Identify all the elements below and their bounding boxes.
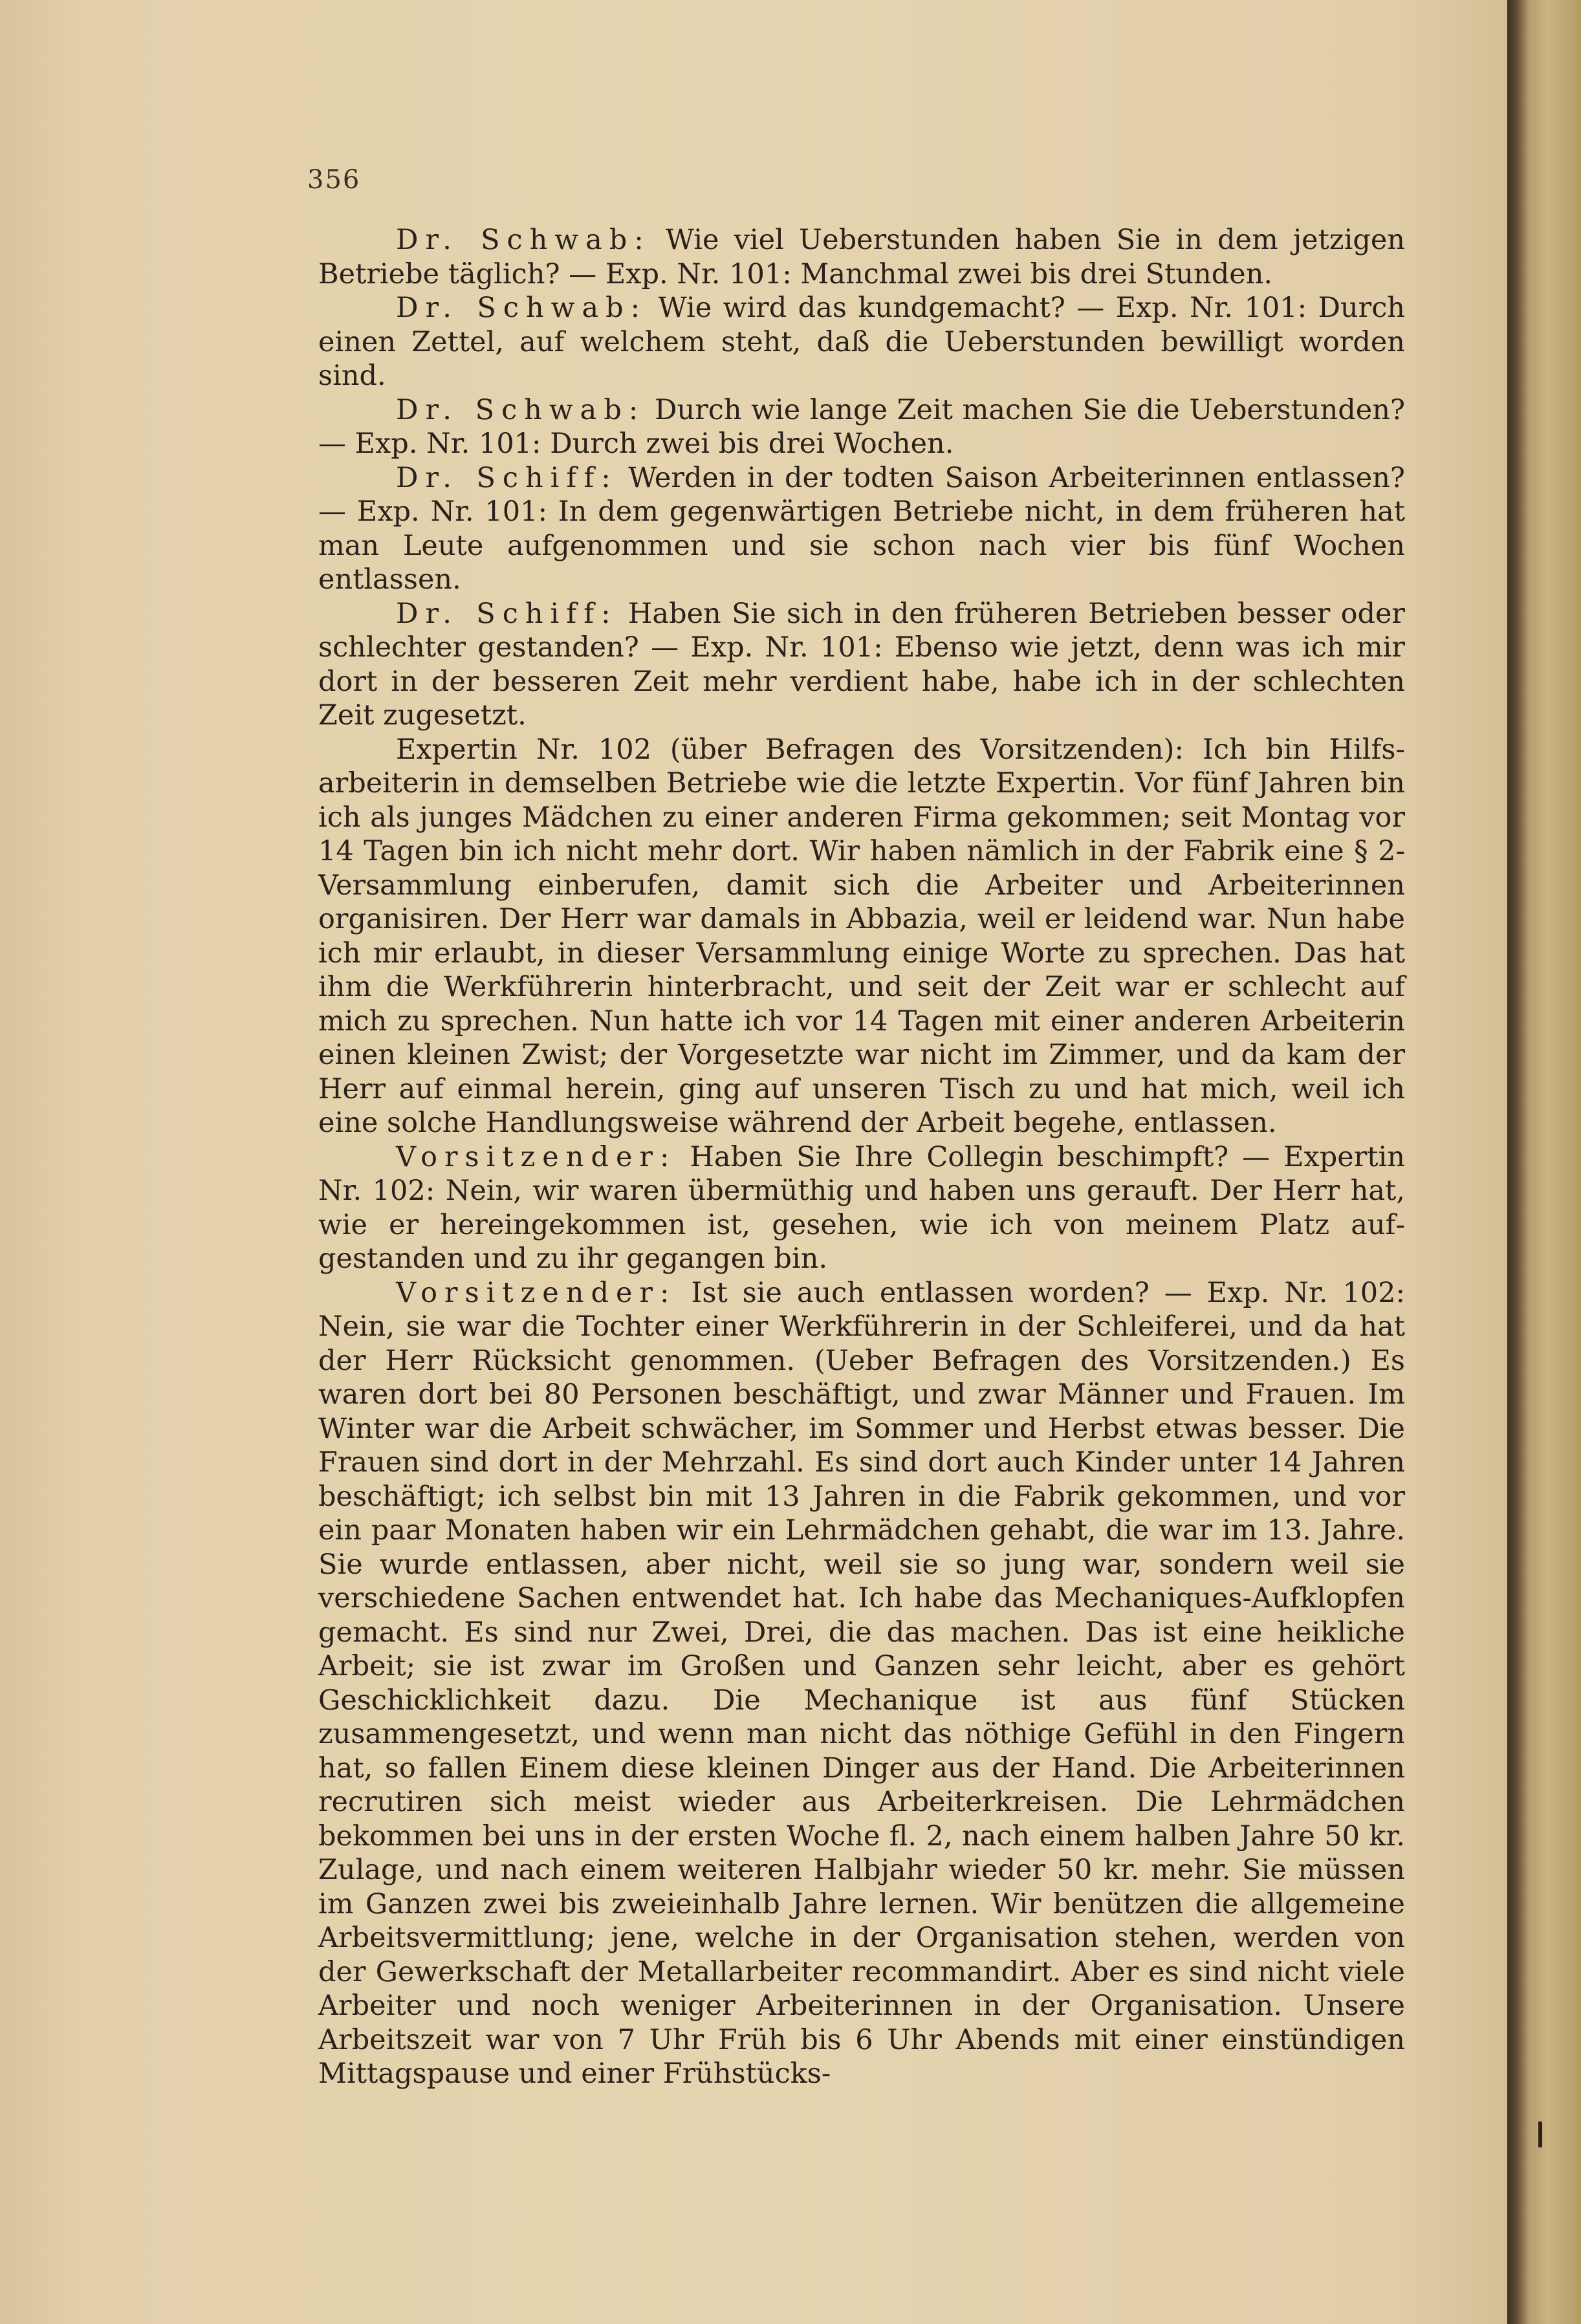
speaker: Dr. Schiff: bbox=[396, 461, 618, 494]
paragraph bbox=[318, 223, 1405, 291]
speaker: Dr. Schiff: bbox=[396, 597, 618, 630]
paragraph-text: Haben Sie Ihre Collegin beschimpft? — Expertin Nr. 102: Nein, wir waren übermüthig und haben uns gerauft. Der Herr hat, wie er hereingekommen ist, gesehen, wie ich von meinem Platz aufgestanden und zu ihr gegangen bin. bbox=[318, 1140, 1405, 1275]
speaker: Dr. Schwab: bbox=[396, 292, 648, 324]
paragraph bbox=[318, 393, 1405, 461]
paragraph-text: Wie viel Ueberstunden haben Sie in dem jetzigen Betriebe täglich? — Exp. Nr. 101: Manchmal zwei bis drei Stunden. bbox=[318, 224, 1405, 290]
paragraph-text: Durch wie lange Zeit machen Sie die Ueberstunden? — Exp. Nr. 101: Durch zwei bis drei Wochen. bbox=[318, 393, 1405, 460]
paragraph bbox=[318, 597, 1405, 733]
page-number: 356 bbox=[307, 165, 361, 195]
paragraph bbox=[318, 1140, 1405, 1276]
paragraph bbox=[318, 733, 1405, 1140]
speaker: Vorsitzender: bbox=[396, 1276, 677, 1309]
edge-mark bbox=[1538, 2122, 1542, 2147]
paragraph-text: Ist sie auch entlassen worden? — Exp. Nr. 102: Nein, sie war die Tochter einer Werkführerin in der Schleiferei, und da hat der Herr Rücksicht genommen. (Ueber Befragen des Vorsitzenden.) Es waren dort bei 80 Personen beschäftigt, und zwar Männer und Frauen. Im Winter war die Arbeit schwächer, im Sommer und Herbst etwas besser. Die Frauen sind dort in der Mehrzahl. Es sind dort auch Kinder unter 14 Jahren beschäftigt; ich selbst bin mit 13 Jahren in die Fabrik gekommen, und vor ein paar Monaten haben wir ein Lehrmädchen gehabt, die war im 13. Jahre. Sie wurde entlassen, aber nicht, weil sie so jung war, sondern weil sie verschiedene Sachen entwendet hat. Ich habe das Mechaniques-Aufklopfen gemacht. Es sind nur Zwei, Drei, die das machen. Das ist eine heikliche Arbeit; sie ist zwar im Großen und Ganzen sehr leicht, aber es gehört Geschicklichkeit dazu. Die Mechanique ist aus fünf Stücken zusammengesetzt, und wenn man nicht das nöthige Gefühl in den Fingern hat, so fallen Einem diese kleinen Dinger aus der Hand. Die Arbeiterinnen recrutiren sich meist wieder aus Arbeiterkreisen. Die Lehrmädchen bekommen bei uns in der ersten Woche fl. 2, nach einem halben Jahre 50 kr. Zulage, und nach einem weiteren Halbjahr wieder 50 kr. mehr. Sie müssen im Ganzen zwei bis zweieinhalb Jahre lernen. Wir benützen die allgemeine Arbeitsvermittlung; jene, welche in der Organisation stehen, werden von der Gewerkschaft der Metallarbeiter recommandirt. Aber es sind nicht viele Arbeiter und noch weniger Arbeiterinnen in der Organisation. Unsere Arbeitszeit war von 7 Uhr Früh bis 6 Uhr Abends mit einer einstündigen Mittagspause und einer Frühstücks- bbox=[318, 1276, 1405, 2090]
paragraph bbox=[318, 291, 1405, 393]
book-edge bbox=[1507, 0, 1581, 2324]
paragraph bbox=[318, 1276, 1405, 2091]
speaker: Vorsitzender: bbox=[396, 1140, 677, 1173]
paragraph-text: Haben Sie sich in den früheren Betrieben besser oder schlechter gestanden? — Exp. Nr. 101: Ebenso wie jetzt, denn was ich mir dort in der besseren Zeit mehr verdient habe, habe ich in der schlechten Zeit zugesetzt. bbox=[318, 597, 1405, 732]
paragraph bbox=[318, 461, 1405, 597]
paragraph-text: Wie wird das kundgemacht? — Exp. Nr. 101: Durch einen Zettel, auf welchem steht, daß die Ueberstunden bewilligt worden sind. bbox=[318, 292, 1405, 392]
paragraph-text: Werden in der todten Saison Arbeiterinnen entlassen? — Exp. Nr. 101: In dem gegenwärtigen Betriebe nicht, in dem früheren hat man Leute aufgenommen und sie schon nach vier bis fünf Wochen entlassen. bbox=[318, 461, 1405, 596]
speaker: Dr. Schwab: bbox=[396, 224, 651, 256]
text-body bbox=[318, 223, 1405, 2091]
speaker: Dr. Schwab: bbox=[396, 393, 646, 426]
paragraph-text: Expertin Nr. 102 (über Befragen des Vorsitzenden): Ich bin Hilfsarbeiterin in demselben Betriebe wie die letzte Expertin. Vor fünf Jahren bin ich als junges Mädchen zu einer anderen Firma gekommen; seit Montag vor 14 Tagen bin ich nicht mehr dort. Wir haben nämlich in der Fabrik eine § 2-Versammlung einberufen, damit sich die Arbeiter und Arbeiterinnen organisiren. Der Herr war damals in Abbazia, weil er leidend war. Nun habe ich mir erlaubt, in dieser Versammlung einige Worte zu sprechen. Das hat ihm die Werkführerin hinterbracht, und seit der Zeit war er schlecht auf mich zu sprechen. Nun hatte ich vor 14 Tagen mit einer anderen Arbeiterin einen kleinen Zwist; der Vorgesetzte war nicht im Zimmer, und da kam der Herr auf einmal herein, ging auf unseren Tisch zu und hat mich, weil ich eine solche Handlungsweise während der Arbeit begehe, entlassen. bbox=[318, 733, 1405, 1139]
